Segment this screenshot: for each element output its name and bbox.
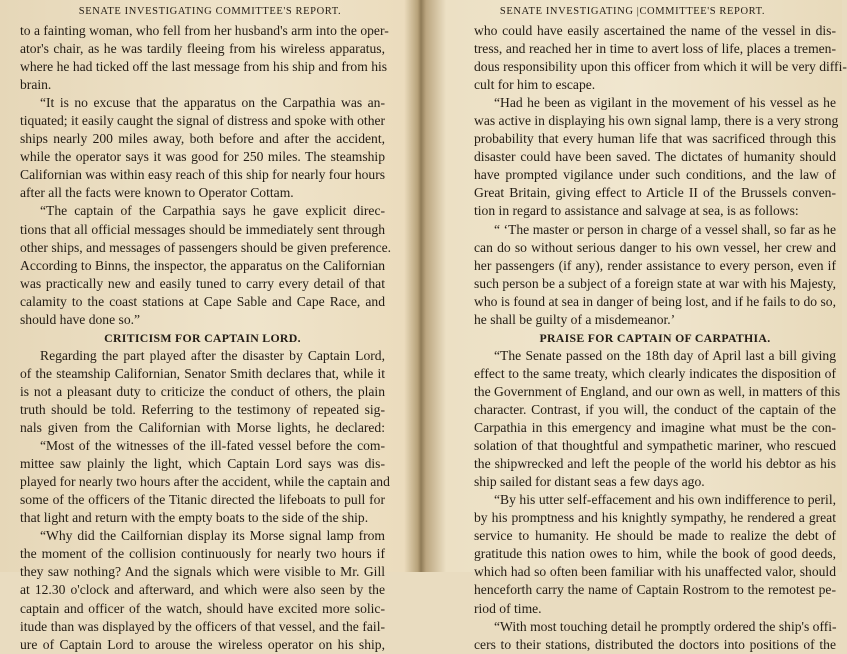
right-page-text-line: dous responsibility upon this officer from which it will be very diffi- (474, 59, 847, 75)
right-page-text-line: Great Britain, giving effect to Article II of the Brussels conven- (474, 185, 836, 201)
right-page-section-heading: PRAISE FOR CAPTAIN OF CARPATHIA. (539, 330, 771, 345)
right-page-text-line: by his promptness and his knightly sympathy, he rendered a great (474, 510, 836, 526)
left-page-text-line: should have done so.” (20, 311, 141, 327)
right-page-text-line: gratitude this nation owes to him, while the book of good deeds, (474, 546, 836, 562)
left-page-text-line: brain. (20, 77, 52, 93)
left-page-text-line: Regarding the part played after the disaster by Captain Lord, (40, 347, 385, 363)
right-page-text-line: which had so often been familiar with his unaffected valor, should (474, 564, 836, 580)
left-page (0, 0, 420, 652)
left-page-text-line: ator's chair, as he was tardily fleeing from his wireless apparatus, (20, 41, 385, 57)
right-page-text-line: he shall be guilty of a misdemeanor.’ (474, 311, 676, 327)
right-page-text-line: cers to their stations, distributed the doctors into positions of the (474, 636, 836, 652)
left-page-text-line: truth should be told. Referring to the testimony of repeated sig- (20, 401, 385, 417)
right-page-text-line: disaster could have been saved. The dictates of humanity should (474, 149, 836, 165)
right-page-text-line: “The Senate passed on the 18th day of April last a bill giving (494, 347, 836, 363)
right-page-text-line: tion in regard to assistance and salvage at sea, is as follows: (474, 203, 799, 219)
right-page-text-line: the Government of England, and our own as well, in matters of this (474, 383, 841, 399)
right-page-text-line: henceforth carry the name of Captain Rostrom to the remotest pe- (474, 582, 836, 598)
left-page-text-line: while the operator says it was good for 250 miles. The steamship (20, 149, 385, 165)
left-page-text-line: “Most of the witnesses of the ill-fated vessel before the com- (40, 438, 385, 454)
left-page-text-line: other ships, and messages of passengers should be given preference. (20, 239, 392, 255)
right-page-text-line: can do so without serious danger to his own vessel, her crew and (474, 239, 836, 255)
left-page-text-line: “The captain of the Carpathia says he gave explicit direc- (40, 203, 385, 219)
right-page-text-line: her passengers (if any), render assistance to every person, even if (474, 257, 836, 273)
left-page-text-line: they saw nothing? And the signals which were visible to Mr. Gill (20, 564, 385, 580)
right-page-text-line: character. Contrast, if you will, the conduct of the captain of the (474, 401, 836, 417)
left-page-text-line: that light and return with the empty boats to the side of the ship. (20, 510, 369, 526)
right-page-text-line: effect to the same treaty, which clearly indicates the disposition of (474, 365, 836, 381)
right-page-text-line: probability that every human life that was sacrificed through this (474, 131, 836, 147)
right-page-text-line: solation of that thoughtful and sympathetic mariner, who rescued (474, 438, 836, 454)
right-page-text-line: was active in displaying his own signal lamp, there is a very strong (474, 113, 839, 129)
left-page-text-line: at 12.30 o'clock and afterward, and which were also seen by the (20, 582, 385, 598)
left-page-text-line: after all the facts were known to Operator Cottam. (20, 185, 294, 201)
left-page-text-line: tions that all official messages should be immediately sent through (20, 221, 385, 237)
right-page-text-line: riod of time. (474, 600, 542, 616)
right-page-text (474, 22, 847, 654)
right-page-text-line: “By his utter self-effacement and his own indifference to peril, (494, 492, 836, 508)
right-page-text-line: “With most touching detail he promptly ordered the ship's offi- (494, 618, 837, 634)
left-page-section-heading: CRITICISM FOR CAPTAIN LORD. (104, 330, 301, 345)
left-page-text-line: is not a pleasant duty to criticize the conduct of others, the plain (20, 383, 385, 399)
left-page-text-line: Californian was within easy reach of this ship for nearly four hours (20, 167, 386, 183)
right-page-text-line: the shipwrecked and left the people of the world his debtor as his (474, 456, 836, 472)
right-page (423, 0, 847, 652)
left-page-text-line: itude than was displayed by the officers of that vessel, and the fail- (20, 618, 385, 634)
right-page-text-line: Carpathia in this emergency and imagine what must be the con- (474, 420, 836, 436)
left-page-text (20, 22, 392, 654)
right-page-text-line: such person be a subject of a foreign state at war with his Majesty, (474, 275, 836, 291)
right-page-text-line: “Had he been as vigilant in the movement of his vessel as he (494, 95, 836, 111)
right-page-text-line: tress, and reached her in time to avert loss of life, places a tremen- (474, 41, 836, 57)
left-page-text-line: where he had ticked off the last message from his ship and from his (20, 59, 388, 75)
left-page-text-line: played for nearly two hours after the accident, while the captain and (20, 474, 390, 490)
right-page-text-line: have prompted vigilance under such conditions, and the law of (474, 167, 836, 183)
left-page-text-line: of the steamship Californian, Senator Smith declares that, while it (20, 365, 385, 381)
left-page-text-line: “Why did the Cailfornian display its Morse signal lamp from (40, 528, 385, 544)
right-page-text-line: service to humanity. He should be made to realize the debt of (474, 528, 836, 544)
left-page-text-line: calamity to the coast stations at Cape Sable and Cape Race, and (20, 293, 385, 309)
right-page-text-line: cult for him to escape. (474, 77, 596, 93)
left-page-text-line: According to Binns, the inspector, the apparatus on the Californian (20, 257, 385, 273)
left-page-text-line: mittee saw plainly the light, which Captain Lord says was dis- (20, 456, 385, 472)
right-page-text-line: “ ‘The master or person in charge of a vessel shall, so far as he (494, 221, 836, 237)
left-page-text-line: the moment of the collision continuously for nearly two hours if (20, 546, 385, 562)
left-page-text-line: “It is no excuse that the apparatus on the Carpathia was an- (40, 95, 385, 111)
left-page-text-line: ships nearly 200 miles away, both before and after the accident, (20, 131, 385, 147)
left-page-text-line: ure of Captain Lord to arouse the wireless operator on his ship, (20, 636, 385, 652)
right-page-header: SENATE INVESTIGATING |COMMITTEE'S REPORT. (499, 6, 766, 17)
left-page-text-line: captain and officer of the watch, should have excited more solic- (20, 600, 385, 616)
left-page-text-line: tiquated; it easily caught the signal of distress and spoke with other (20, 113, 386, 129)
left-page-text-line: some of the officers of the Titanic directed the lifeboats to pull for (20, 492, 385, 508)
left-page-header: SENATE INVESTIGATING COMMITTEE'S REPORT. (78, 6, 342, 17)
right-page-text-line: who could have easily ascertained the name of the vessel in dis- (474, 23, 836, 38)
left-page-text-line: to a fainting woman, who fell from her husband's arm into the oper- (20, 23, 389, 38)
left-page-text-line: nals given from the Californian with Morse lights, he declared: (20, 420, 385, 436)
right-page-text-line: ship sailed for distant seas a few days ago. (474, 474, 705, 490)
right-page-text-line: who is found at sea in danger of being lost, and if he fails to do so, (474, 293, 836, 309)
left-page-text-line: was practically new and easily tuned to carry every detail of that (20, 275, 385, 291)
